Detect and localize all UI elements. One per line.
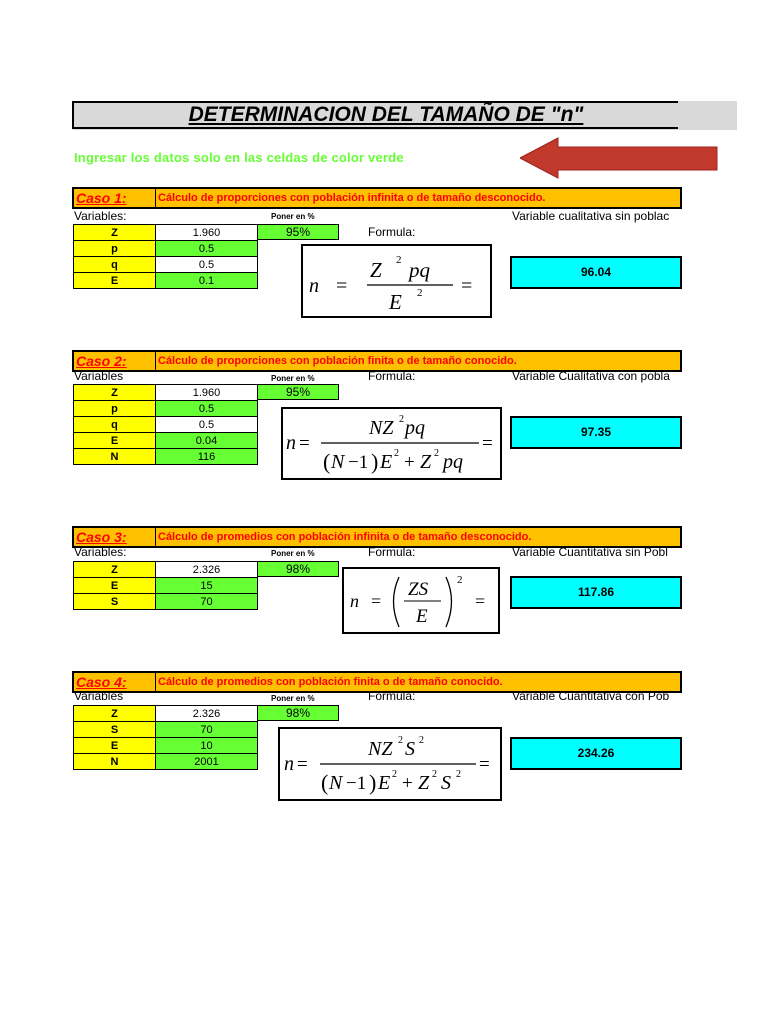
case-4-type-label: Variable Cuantitativa con Pob: [512, 689, 670, 703]
case-1-variables-table: [73, 224, 258, 289]
svg-text:E: E: [378, 772, 391, 794]
case-3-label: Caso 3:: [74, 528, 156, 546]
svg-text:2: 2: [396, 254, 402, 266]
variable-value: 0.5: [156, 417, 258, 433]
variable-input[interactable]: 0.5: [156, 401, 258, 417]
variable-name: E: [74, 273, 156, 289]
svg-text:2: 2: [399, 414, 404, 425]
table-row: [74, 738, 258, 754]
case-1-pct-label: Poner en %: [271, 212, 315, 221]
table-row: [74, 706, 258, 722]
svg-text:=: =: [336, 275, 348, 297]
case-3-type-label: Variable Cuantitativa sin Pobl: [512, 545, 668, 559]
svg-text:=: =: [479, 754, 490, 775]
table-row: [74, 241, 258, 257]
svg-text:+: +: [404, 452, 415, 473]
case-2-formula-label: Formula:: [368, 369, 416, 383]
variable-input[interactable]: 2001: [156, 754, 258, 770]
page-title: DETERMINACION DEL TAMAÑO DE "n": [188, 103, 584, 126]
case-3-description: Cálculo de promedios con población infinita o de tamaño desconocido.: [158, 531, 532, 543]
variable-value: 2.326: [156, 562, 258, 578]
svg-text:2: 2: [432, 769, 437, 780]
table-row: [74, 433, 258, 449]
instruction-text: Ingresar los datos solo en las celdas de color verde: [74, 150, 404, 165]
svg-text:S: S: [405, 738, 415, 760]
svg-text:Z: Z: [370, 258, 382, 282]
table-row: [74, 417, 258, 433]
case-1-description: Cálculo de proporciones con población infinita o de tamaño desconocido.: [158, 192, 546, 204]
variable-value: 1.960: [156, 225, 258, 241]
svg-text:Z: Z: [418, 772, 430, 794]
variable-name: q: [74, 417, 156, 433]
variable-name: Z: [74, 562, 156, 578]
case-2-variables-label: Variables: [74, 369, 124, 383]
case-3-formula-label: Formula:: [368, 545, 416, 559]
variable-value: 1.960: [156, 385, 258, 401]
variable-name: Z: [74, 706, 156, 722]
svg-text:−1: −1: [348, 452, 369, 473]
svg-text:2: 2: [417, 287, 423, 299]
svg-text:2: 2: [394, 448, 399, 459]
case-3-formula-graphic: [344, 569, 498, 632]
svg-text:E: E: [416, 606, 428, 627]
svg-text:=: =: [299, 433, 310, 454]
case-3-confidence-input[interactable]: 98%: [257, 561, 339, 577]
table-row: [74, 578, 258, 594]
variable-name: S: [74, 722, 156, 738]
case-3-result: 117.86: [510, 576, 682, 609]
variable-input[interactable]: 70: [156, 594, 258, 610]
svg-text:2: 2: [457, 574, 463, 586]
svg-text:): ): [369, 770, 377, 795]
svg-text:pq: pq: [443, 451, 463, 473]
case-4-variables-label: Variables: [74, 689, 124, 703]
case-4-pct-label: Poner en %: [271, 694, 315, 703]
case-4-variables-table: [73, 705, 258, 770]
svg-text:): ): [371, 449, 379, 474]
table-row: [74, 273, 258, 289]
svg-text:2: 2: [392, 769, 397, 780]
svg-text:2: 2: [419, 735, 424, 746]
svg-text:=: =: [371, 591, 382, 611]
table-row: [74, 754, 258, 770]
svg-text:+: +: [402, 773, 413, 794]
case-3-formula: [342, 567, 500, 634]
case-4-confidence-input[interactable]: 98%: [257, 705, 339, 721]
svg-text:n: n: [284, 753, 294, 775]
svg-text:S: S: [441, 772, 451, 794]
svg-text:−1: −1: [346, 773, 367, 794]
case-4-label: Caso 4:: [74, 673, 156, 691]
table-row: [74, 562, 258, 578]
table-row: [74, 594, 258, 610]
variable-name: Z: [74, 385, 156, 401]
variable-name: Z: [74, 225, 156, 241]
svg-text:NZ: NZ: [368, 738, 393, 760]
svg-text:=: =: [475, 591, 486, 611]
svg-text:2: 2: [456, 769, 461, 780]
case-1-confidence-input[interactable]: 95%: [257, 224, 339, 240]
case-3-variables-table: [73, 561, 258, 610]
variable-name: N: [74, 449, 156, 465]
svg-text:(: (: [321, 770, 329, 795]
case-2-formula: [281, 407, 502, 480]
variable-name: p: [74, 241, 156, 257]
case-4-formula: [278, 727, 502, 801]
variable-value: 2.326: [156, 706, 258, 722]
svg-text:(: (: [323, 449, 331, 474]
svg-text:n: n: [286, 432, 296, 454]
case-1-formula-label: Formula:: [368, 225, 416, 239]
svg-text:2: 2: [434, 448, 439, 459]
svg-text:=: =: [461, 275, 473, 297]
variable-input[interactable]: 0.04: [156, 433, 258, 449]
variable-input[interactable]: 0.5: [156, 241, 258, 257]
variable-name: N: [74, 754, 156, 770]
table-row: [74, 401, 258, 417]
svg-text:n: n: [309, 275, 319, 297]
svg-text:E: E: [389, 290, 402, 314]
svg-text:=: =: [297, 754, 308, 775]
case-1-type-label: Variable cualitativa sin poblac: [512, 209, 670, 223]
svg-text:N: N: [329, 772, 343, 794]
case-4-description: Cálculo de promedios con población finita o de tamaño conocido.: [158, 676, 503, 688]
svg-text:ZS: ZS: [408, 579, 429, 600]
svg-text:NZ: NZ: [369, 417, 394, 439]
svg-text:n: n: [350, 591, 359, 611]
svg-text:=: =: [482, 433, 493, 454]
case-2-formula-graphic: [283, 409, 500, 478]
table-row: [74, 722, 258, 738]
variable-input[interactable]: 70: [156, 722, 258, 738]
case-2-confidence-input[interactable]: 95%: [257, 384, 339, 400]
case-2-description: Cálculo de proporciones con población finita o de tamaño conocido.: [158, 355, 517, 367]
variable-value: 0.5: [156, 257, 258, 273]
case-2-result: 97.35: [510, 416, 682, 449]
svg-text:Z: Z: [420, 451, 432, 473]
table-row: [74, 449, 258, 465]
case-1-result: 96.04: [510, 256, 682, 289]
variable-name: q: [74, 257, 156, 273]
variable-input[interactable]: 10: [156, 738, 258, 754]
case-2-variables-table: [73, 384, 258, 465]
case-2-pct-label: Poner en %: [271, 374, 315, 383]
variable-input[interactable]: 116: [156, 449, 258, 465]
case-2-label: Caso 2:: [74, 352, 156, 370]
case-1-header: [72, 187, 682, 209]
variable-name: S: [74, 594, 156, 610]
table-row: [74, 225, 258, 241]
case-1-formula-graphic: [303, 246, 490, 316]
case-1-variables-label: Variables:: [74, 209, 127, 223]
variable-name: E: [74, 738, 156, 754]
case-1-formula: [301, 244, 492, 318]
svg-text:pq: pq: [405, 417, 425, 439]
case-2-type-label: Variable Cualitativa con pobla: [512, 369, 670, 383]
variable-name: E: [74, 578, 156, 594]
variable-name: p: [74, 401, 156, 417]
case-3-pct-label: Poner en %: [271, 549, 315, 558]
table-row: [74, 257, 258, 273]
svg-text:2: 2: [398, 735, 403, 746]
variable-name: E: [74, 433, 156, 449]
case-1-label: Caso 1:: [74, 189, 156, 207]
svg-text:pq: pq: [409, 258, 430, 282]
svg-text:E: E: [380, 451, 393, 473]
case-4-result: 234.26: [510, 737, 682, 770]
case-4-formula-label: Formula:: [368, 689, 416, 703]
case-3-variables-label: Variables:: [74, 545, 127, 559]
variable-input[interactable]: 15: [156, 578, 258, 594]
variable-input[interactable]: 0.1: [156, 273, 258, 289]
arrow-left-icon: [520, 137, 720, 179]
case-4-formula-graphic: [280, 729, 500, 799]
table-row: [74, 385, 258, 401]
svg-text:N: N: [331, 451, 345, 473]
